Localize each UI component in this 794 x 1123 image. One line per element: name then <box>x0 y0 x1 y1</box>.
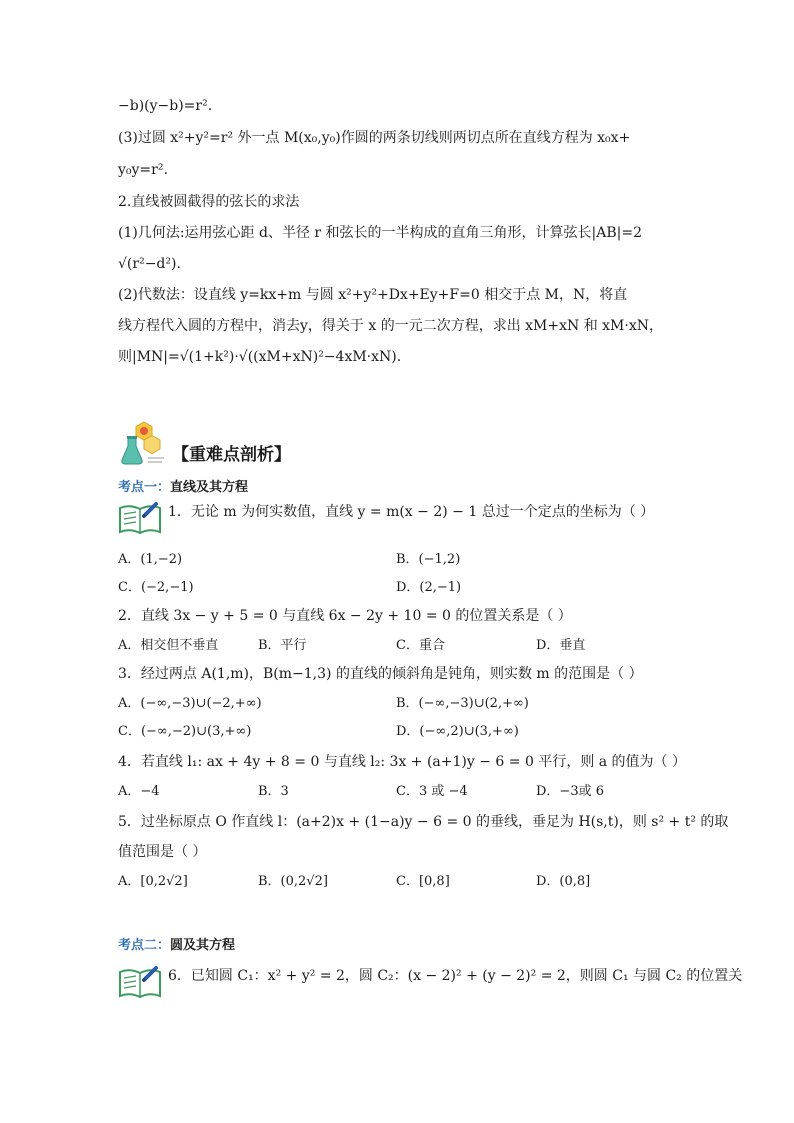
q5-option-c[interactable]: C．[0,8] <box>396 874 450 889</box>
note-line-4: 2.直线被圆截得的弦长的求法 <box>118 194 300 210</box>
topic-text: 圆及其方程 <box>170 938 236 953</box>
note-line-8: 线方程代入圆的方程中，消去y，得关于 x 的一元二次方程，求出 xM+xN 和 xM·xN， <box>118 318 663 334</box>
q2-option-a[interactable]: A．相交但不垂直 <box>118 638 219 653</box>
q3-option-c[interactable]: C．(−∞,−2)∪(3,+∞) <box>118 724 252 739</box>
note-line-2: (3)过圆 x²+y²=r² 外一点 M(x₀,y₀)作圆的两条切线则两切点所在直线方程为 x₀x+ <box>118 130 631 146</box>
question-1-stem: 1．无论 m 为何实数值，直线 y = m(x − 2) − 1 总过一个定点的坐标为（ ） <box>168 504 655 520</box>
q1-option-c[interactable]: C．(−2,−1) <box>118 580 194 595</box>
note-line-9: 则|MN|=√(1+k²)·√((xM+xN)²−4xM·xN). <box>118 349 402 365</box>
topic-heading-1 <box>118 476 248 495</box>
question-4-stem: 4．若直线 l₁: ax + 4y + 8 = 0 与直线 l₂: 3x + (a+1)y − 6 = 0 平行，则 a 的值为（ ） <box>118 754 687 770</box>
question-5-stem-line2: 值范围是（ ） <box>118 844 207 860</box>
q4-option-b[interactable]: B．3 <box>258 784 289 799</box>
q5-option-b[interactable]: B．(0,2√2] <box>258 874 328 889</box>
q1-option-a[interactable]: A．(1,−2) <box>118 552 183 567</box>
q2-option-d[interactable]: D．垂直 <box>536 638 586 653</box>
q3-option-a[interactable]: A．(−∞,−3)∪(−2,+∞) <box>118 696 262 711</box>
q4-option-a[interactable]: A．−4 <box>118 784 160 799</box>
note-line-6: √(r²−d²). <box>118 256 181 272</box>
q3-option-b[interactable]: B．(−∞,−3)∪(2,+∞) <box>396 696 529 711</box>
flask-icon <box>118 418 170 470</box>
q5-option-a[interactable]: A．[0,2√2] <box>118 874 188 889</box>
book-pencil-icon <box>118 500 162 536</box>
topic-text: 直线及其方程 <box>170 480 249 495</box>
q4-option-c[interactable]: C．3 或 −4 <box>396 784 468 799</box>
book-pencil-icon <box>118 964 162 1000</box>
note-line-1: −b)(y−b)=r². <box>118 98 213 114</box>
q3-option-d[interactable]: D．(−∞,2)∪(3,+∞) <box>396 724 519 739</box>
section-title: 【重难点剖析】 <box>172 445 291 465</box>
q4-option-d[interactable]: D．−3或 6 <box>536 784 604 799</box>
q1-option-d[interactable]: D．(2,−1) <box>396 580 462 595</box>
question-2-stem: 2．直线 3x − y + 5 = 0 与直线 6x − 2y + 10 = 0 的位置关系是（ ） <box>118 608 572 624</box>
q5-option-d[interactable]: D．(0,8] <box>536 874 591 889</box>
topic-tag: 考点二： <box>118 938 171 953</box>
note-line-7: (2)代数法：设直线 y=kx+m 与圆 x²+y²+Dx+Ey+F=0 相交于点 M，N，将直 <box>118 287 628 303</box>
note-line-3: y₀y=r². <box>118 162 168 178</box>
note-line-5: (1)几何法:运用弦心距 d、半径 r 和弦长的一半构成的直角三角形，计算弦长|AB|=2 <box>118 225 643 241</box>
q1-option-b[interactable]: B．(−1,2) <box>396 552 461 567</box>
question-3-stem: 3．经过两点 A(1,m)，B(m−1,3) 的直线的倾斜角是钝角，则实数 m 的范围是（ ） <box>118 666 643 682</box>
question-5-stem-line1: 5．过坐标原点 O 作直线 l：(a+2)x + (1−a)y − 6 = 0 的垂线，垂足为 H(s,t)，则 s² + t² 的取 <box>118 814 729 830</box>
q2-option-c[interactable]: C．重合 <box>396 638 445 653</box>
topic-heading-2 <box>118 934 235 953</box>
q2-option-b[interactable]: B．平行 <box>258 638 307 653</box>
question-6-stem: 6．已知圆 C₁：x² + y² = 2，圆 C₂：(x − 2)² + (y − 2)² = 2，则圆 C₁ 与圆 C₂ 的位置关 <box>168 968 743 984</box>
topic-tag: 考点一： <box>118 480 171 495</box>
